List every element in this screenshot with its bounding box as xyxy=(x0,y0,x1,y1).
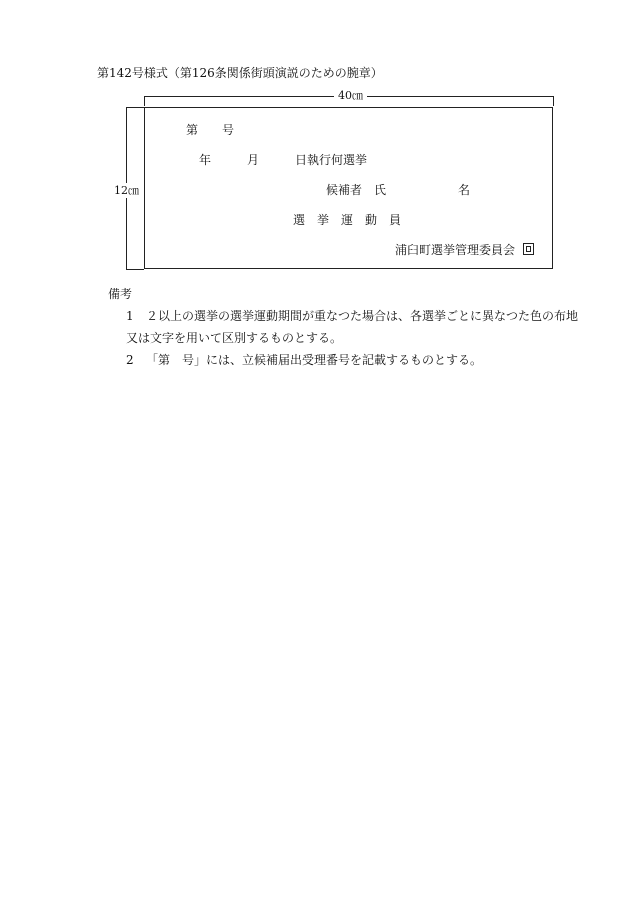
armband-date-line: 年 月 日執行何選挙 xyxy=(199,153,368,167)
official-seal-icon xyxy=(523,243,534,255)
note-text-line: ２以上の選挙の選挙運動期間が重なつた場合は、各選挙ごとに異なつた色の布地 xyxy=(146,309,579,323)
width-dimension-tick-right xyxy=(553,96,554,106)
official-seal-inner xyxy=(526,246,531,252)
armband-candidate-line: 候補者 氏 名 xyxy=(326,183,471,197)
width-dimension-tick-left xyxy=(144,96,145,106)
armband-issuer-line: 浦臼町選挙管理委員会 xyxy=(395,243,516,257)
note-text-line: 「第 号」には、立候補届出受理番号を記載するものとする。 xyxy=(146,353,483,367)
note-number: 2 xyxy=(126,353,134,367)
armband-number-line: 第 号 xyxy=(186,123,235,137)
width-dimension-label: 40㎝ xyxy=(334,90,367,101)
height-dimension-tick-bottom xyxy=(126,269,144,270)
height-dimension-label: 12㎝ xyxy=(114,184,139,197)
notes-heading: 備考 xyxy=(108,287,133,301)
note-number: 1 xyxy=(126,309,134,323)
height-dimension-tick-top xyxy=(126,107,144,108)
note-text-line: 又は文字を用いて区別するものとする。 xyxy=(126,331,343,345)
form-title: 第142号様式（第126条関係街頭演説のための腕章） xyxy=(97,66,383,80)
armband-staff-line: 選 挙 運 動 員 xyxy=(293,213,402,227)
